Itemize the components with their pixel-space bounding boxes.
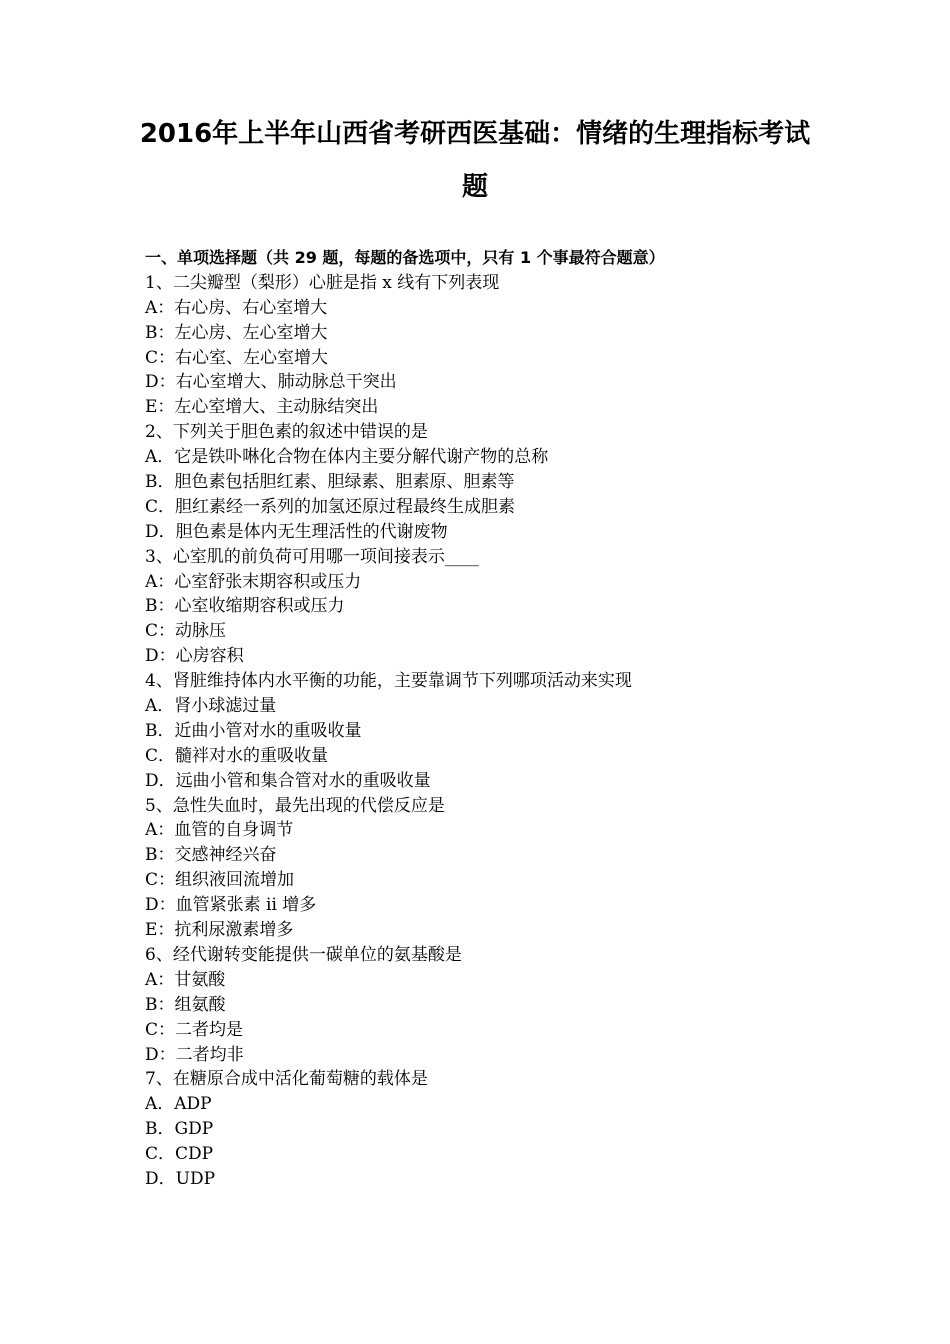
- document-title-line-2: 题: [461, 172, 488, 202]
- answer-option: C：二者均是: [145, 1019, 244, 1040]
- answer-option: E：左心室增大、主动脉结突出: [145, 397, 379, 418]
- answer-option: C．胆红素经一系列的加氢还原过程最终生成胆素: [145, 496, 516, 517]
- question-5: [145, 794, 845, 943]
- answer-option: D．胆色素是体内无生理活性的代谢废物: [145, 521, 448, 542]
- question-1: [145, 271, 845, 420]
- question-stem: 6、经代谢转变能提供一碳单位的氨基酸是: [145, 944, 462, 965]
- question-stem: 4、肾脏维持体内水平衡的功能，主要靠调节下列哪项活动来实现: [145, 671, 632, 692]
- answer-option: D：血管紧张素 ii 增多: [145, 895, 317, 916]
- question-stem: 7、在糖原合成中活化葡萄糖的载体是: [145, 1069, 428, 1090]
- answer-option: D．UDP: [145, 1168, 216, 1189]
- answer-option: B：心室收缩期容积或压力: [145, 596, 345, 617]
- answer-option: B：交感神经兴奋: [145, 845, 277, 866]
- answer-option: D：二者均非: [145, 1044, 244, 1065]
- answer-option: B：左心房、左心室增大: [145, 322, 328, 343]
- question-4: [145, 669, 845, 793]
- document-title-line-1: 2016年上半年山西省考研西医基础：情绪的生理指标考试: [139, 119, 811, 149]
- answer-option: A：血管的自身调节: [145, 820, 294, 841]
- answer-option: B．胆色素包括胆红素、胆绿素、胆素原、胆素等: [145, 472, 515, 493]
- answer-option: A．它是铁卟啉化合物在体内主要分解代谢产物的总称: [145, 447, 549, 468]
- answer-option: C：组织液回流增加: [145, 870, 295, 891]
- answer-option: C．CDP: [145, 1144, 214, 1165]
- question-stem: 1、二尖瓣型（梨形）心脏是指 x 线有下列表现: [145, 272, 500, 293]
- answer-option: A．ADP: [145, 1094, 212, 1115]
- answer-option: C：动脉压: [145, 621, 227, 642]
- question-stem: 5、急性失血时，最先出现的代偿反应是: [145, 795, 445, 816]
- document-body: [145, 246, 845, 1192]
- answer-option: B：组氨酸: [145, 994, 226, 1015]
- question-stem: 3、心室肌的前负荷可用哪一项间接表示____: [145, 546, 479, 567]
- answer-option: D：右心室增大、肺动脉总干突出: [145, 372, 397, 393]
- answer-option: A．肾小球滤过量: [145, 696, 277, 717]
- answer-option: C：右心室、左心室增大: [145, 347, 329, 368]
- answer-option: D：心房容积: [145, 646, 244, 667]
- question-7: [145, 1067, 845, 1191]
- answer-option: D．远曲小管和集合管对水的重吸收量: [145, 770, 431, 791]
- answer-option: C．髓袢对水的重吸收量: [145, 745, 329, 766]
- answer-option: A：右心房、右心室增大: [145, 297, 328, 318]
- question-6: [145, 943, 845, 1067]
- answer-option: A：心室舒张末期容积或压力: [145, 571, 362, 592]
- answer-option: B．GDP: [145, 1119, 214, 1140]
- answer-option: A：甘氨酸: [145, 969, 226, 990]
- answer-option: B．近曲小管对水的重吸收量: [145, 720, 362, 741]
- question-2: [145, 420, 845, 544]
- answer-option: E：抗利尿激素增多: [145, 920, 294, 941]
- section-heading: 一、单项选择题（共 29 题，每题的备选项中，只有 1 个事最符合题意）: [145, 248, 665, 267]
- question-stem: 2、下列关于胆色素的叙述中错误的是: [145, 422, 428, 443]
- question-3: [145, 545, 845, 669]
